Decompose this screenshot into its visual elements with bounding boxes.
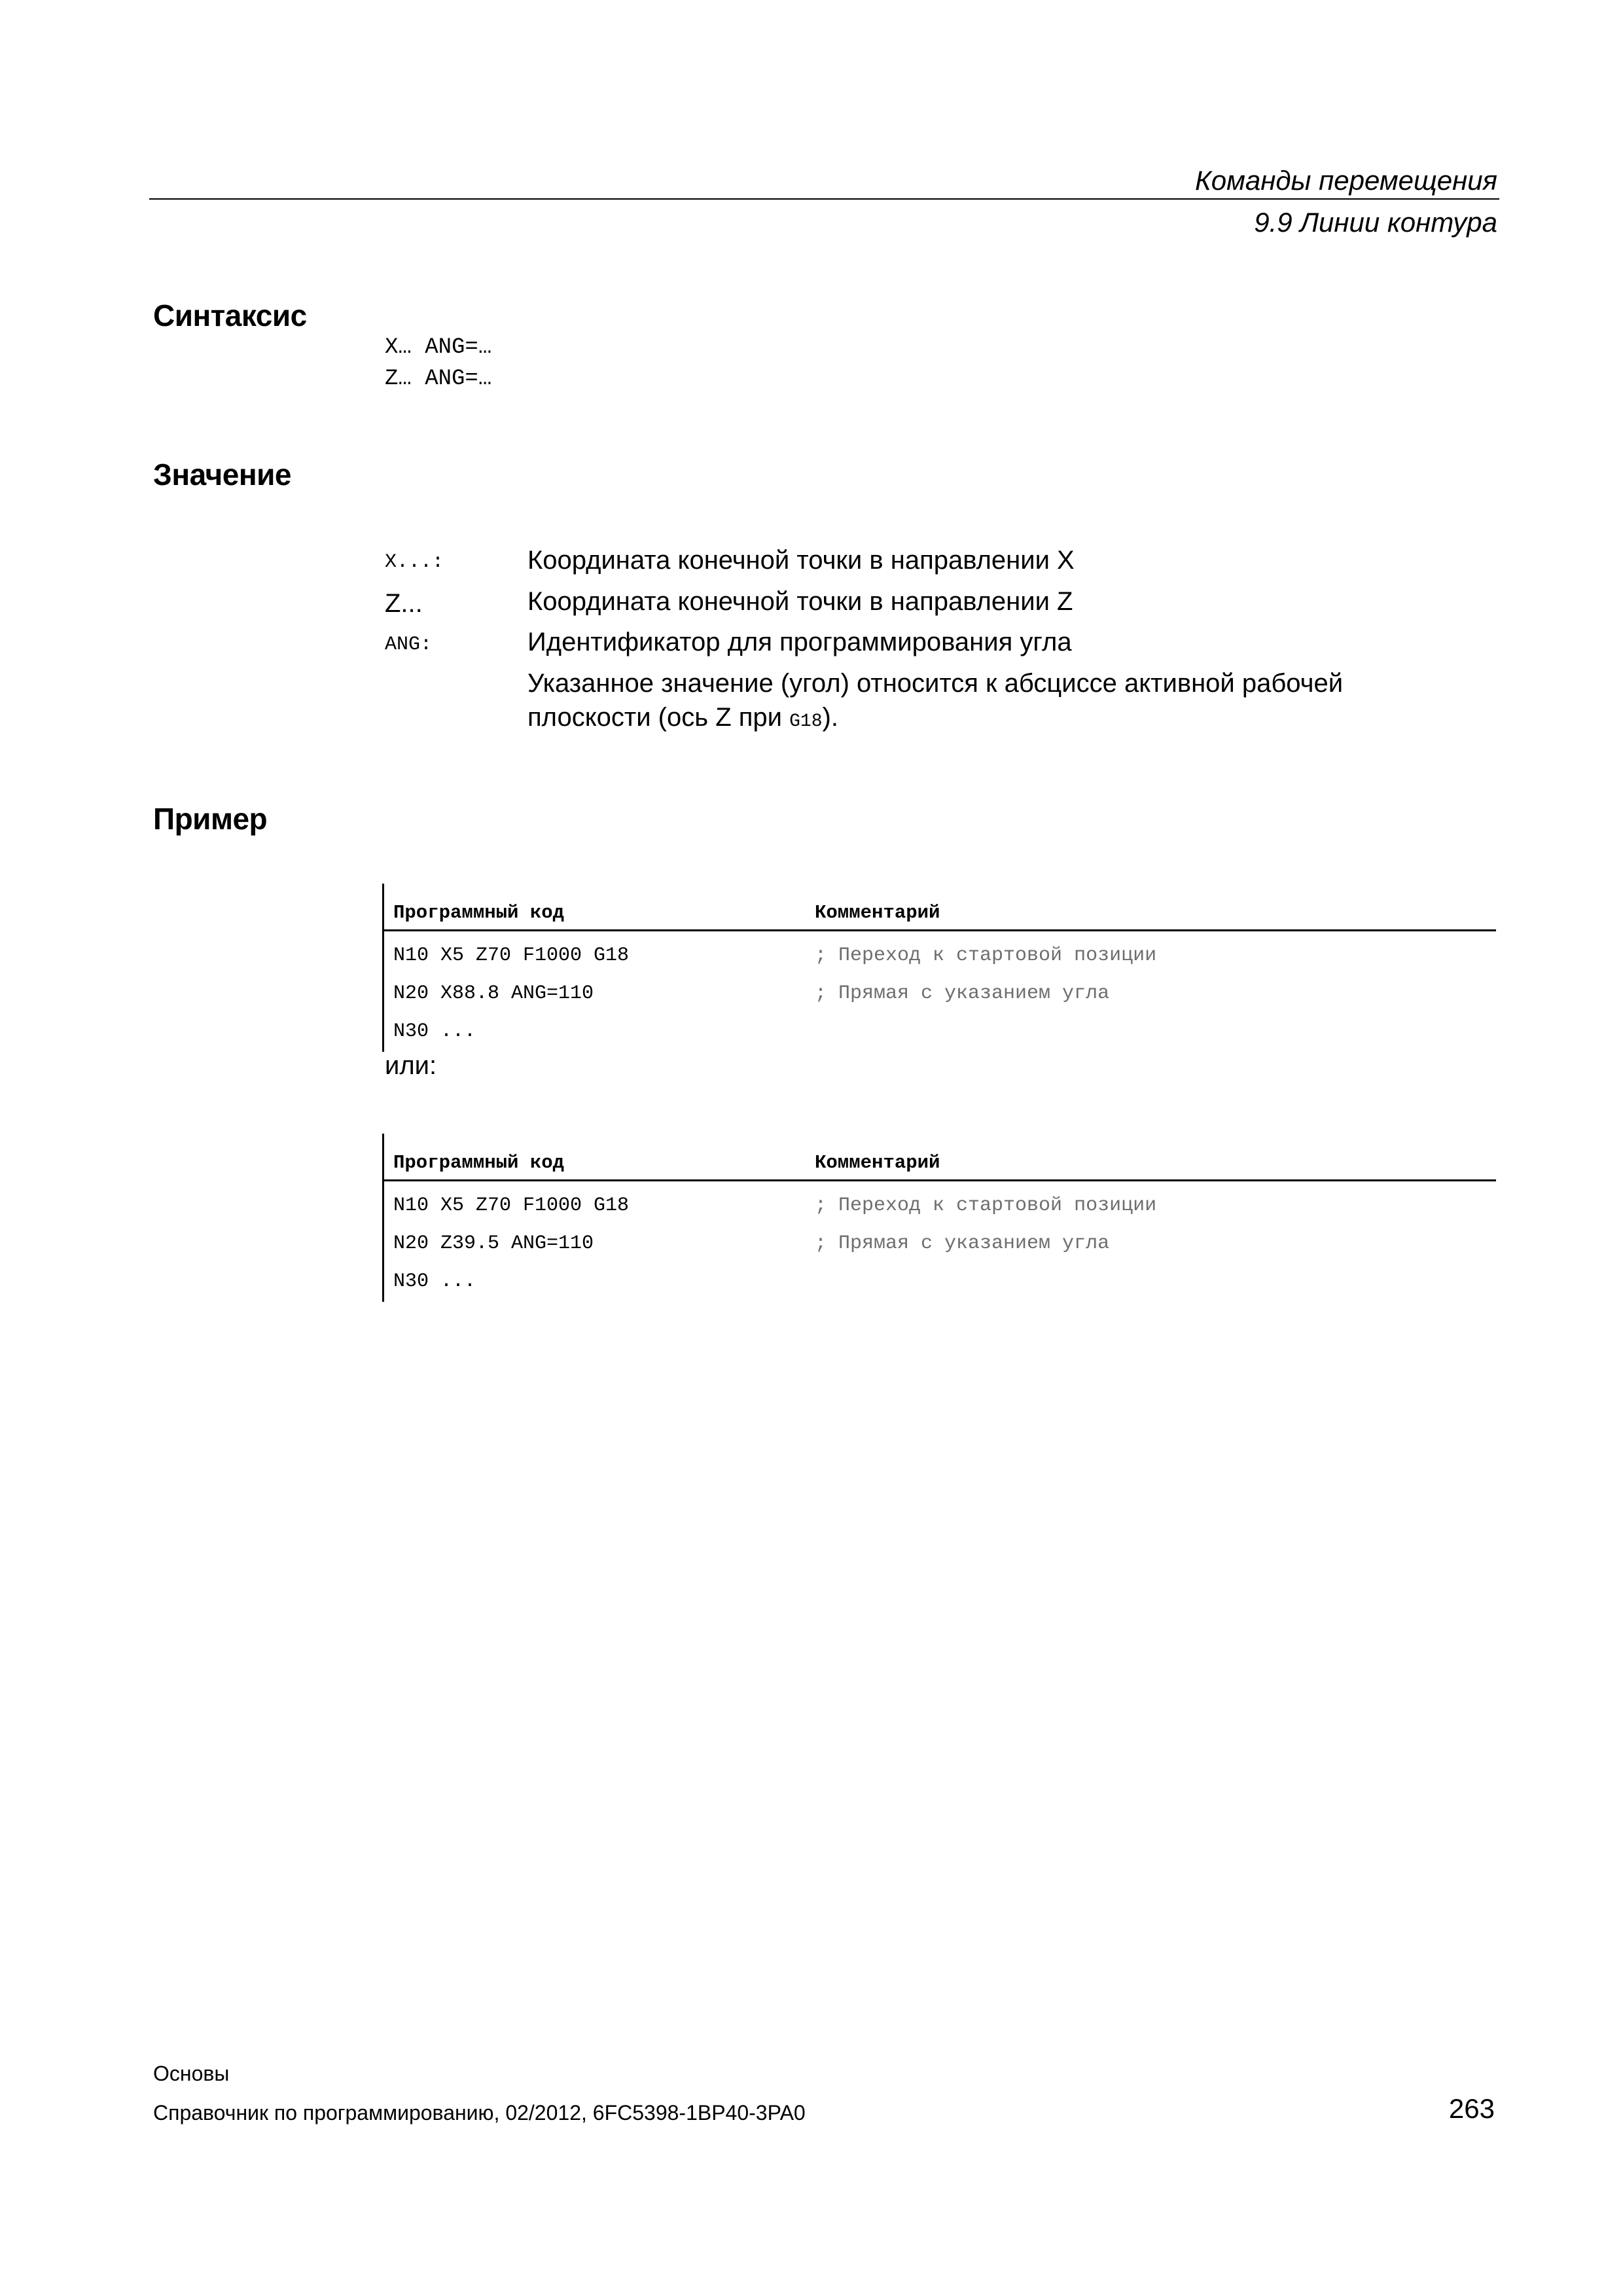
column-header-comment: Комментарий [815, 1152, 940, 1174]
table-row [384, 1188, 1496, 1226]
code-cell: N20 X88.8 ANG=110 [393, 982, 594, 1005]
page-number: 263 [1448, 2093, 1495, 2124]
param-note-end: ). [822, 703, 838, 732]
meaning-heading: Значение [153, 457, 291, 492]
param-term: ANG: [385, 634, 433, 656]
code-cell: N30 ... [393, 1270, 476, 1293]
code-table-header [384, 894, 1496, 931]
footer-manual-info: Справочник по программированию, 02/2012, 6FC5398-1BP40-3PA0 [153, 2101, 806, 2125]
header-chapter-title: Команды перемещения [1194, 165, 1497, 196]
code-cell: N10 X5 Z70 F1000 G18 [393, 944, 630, 967]
table-row [384, 976, 1496, 1014]
example-heading: Пример [153, 802, 268, 836]
code-table [382, 1134, 1496, 1302]
footer-book-title: Основы [153, 2062, 230, 2085]
code-cell: N10 X5 Z70 F1000 G18 [393, 1194, 630, 1217]
syntax-heading: Синтаксис [153, 298, 307, 332]
code-cell: N20 Z39.5 ANG=110 [393, 1232, 594, 1255]
comment-cell: ; Переход к стартовой позиции [815, 944, 1157, 967]
column-header-code: Программный код [393, 902, 565, 924]
column-header-code: Программный код [393, 1152, 565, 1174]
code-table-header [384, 1144, 1496, 1181]
comment-cell: ; Прямая с указанием угла [815, 1232, 1110, 1255]
or-text: или: [385, 1051, 437, 1080]
param-note-text: Указанное значение (угол) относится к абсциссе активной рабочей плоскости (ось Z при [527, 669, 1344, 732]
code-table [382, 884, 1496, 1052]
param-description: Координата конечной точки в направлении X [527, 546, 1075, 575]
comment-cell: ; Прямая с указанием угла [815, 982, 1110, 1005]
table-row [384, 1264, 1496, 1302]
param-note-code: G18 [789, 711, 823, 732]
column-header-comment: Комментарий [815, 902, 940, 924]
syntax-line: Z… ANG=… [385, 367, 492, 391]
param-term: Z... [385, 589, 423, 618]
param-description: Идентификатор для программирования угла [527, 628, 1072, 656]
syntax-line: X… ANG=… [385, 335, 492, 360]
code-cell: N30 ... [393, 1020, 476, 1043]
param-description: Координата конечной точки в направлении Z [527, 587, 1073, 616]
comment-cell: ; Переход к стартовой позиции [815, 1194, 1157, 1217]
param-note [527, 666, 1463, 739]
table-row [384, 1226, 1496, 1264]
header-rule [149, 198, 1499, 200]
table-row [384, 938, 1496, 976]
table-row [384, 1014, 1496, 1052]
header-section-title: 9.9 Линии контура [1254, 207, 1497, 238]
param-term: X...: [385, 551, 444, 573]
